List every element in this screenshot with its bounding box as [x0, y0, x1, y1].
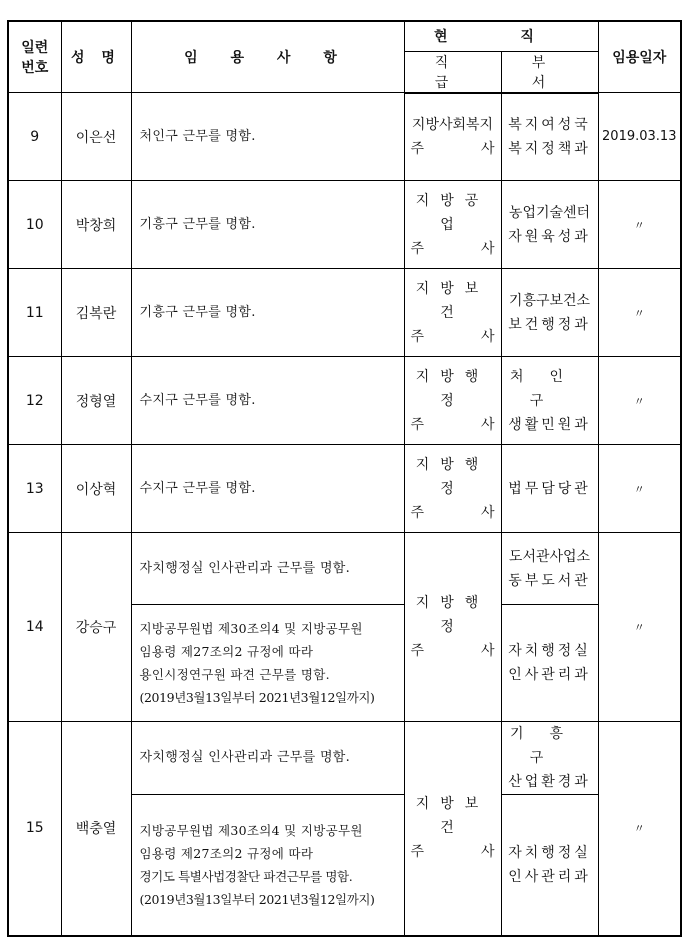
rank-line1: 지방행정	[415, 595, 490, 635]
rank-line1: 지방행정	[415, 456, 490, 497]
dept-line2: 인사관리과	[508, 667, 591, 683]
rank-char: 사	[480, 140, 495, 157]
dept-cell	[501, 795, 598, 936]
serial-header-line1: 일련	[21, 40, 49, 56]
rank-char: 주	[410, 416, 425, 433]
date-cell: 〃	[598, 722, 681, 936]
rank-char: 주	[410, 643, 425, 659]
content-line: 지방공무원법 제30조의4 및 지방공무원	[139, 621, 363, 636]
rank-char: 사	[480, 328, 495, 345]
rank-line2	[405, 639, 501, 663]
dept-line2: 산업환경과	[508, 774, 591, 790]
name-cell: 정형열	[61, 357, 131, 445]
content-line: 경기도 특별사법경찰단 파견근무를 명함.	[139, 868, 353, 884]
dept-line2: 복지정책과	[508, 140, 591, 157]
dept-cell	[501, 533, 598, 605]
rank-header: 직 급	[404, 51, 501, 93]
rank-char: 사	[480, 240, 495, 257]
dept-line1: 기흥구	[509, 726, 590, 766]
dept-header: 부 서	[501, 51, 598, 93]
rank-char: 주	[410, 328, 425, 345]
content-cell: 처인구 근무를 명함.	[131, 93, 404, 181]
rank-line2	[405, 501, 501, 525]
rank-cell	[404, 269, 501, 357]
dept-line1: 처인구	[509, 368, 590, 409]
rank-cell	[404, 445, 501, 533]
date-cell: 〃	[598, 533, 681, 722]
dept-cell	[501, 181, 598, 269]
name-cell: 백충열	[61, 722, 131, 936]
rank-line1: 지방공업	[415, 192, 490, 233]
rank-char: 주	[410, 844, 425, 861]
dept-cell	[501, 269, 598, 357]
name-cell: 이상혁	[61, 445, 131, 533]
content-cell: 자치행정실 인사관리과 근무를 명함.	[131, 722, 404, 795]
content-cell: 자치행정실 인사관리과 근무를 명함.	[131, 533, 404, 605]
date-cell: 〃	[598, 269, 681, 357]
rank-char: 주	[410, 240, 425, 257]
date-header: 임용일자	[598, 21, 681, 93]
date-cell: 2019.03.13	[598, 93, 681, 181]
name-cell: 이은선	[61, 93, 131, 181]
serial-cell: 12	[8, 357, 61, 445]
name-cell: 박창희	[61, 181, 131, 269]
rank-line2	[405, 325, 501, 349]
rank-char: 사	[480, 504, 495, 521]
serial-cell: 15	[8, 722, 61, 936]
dept-line2: 인사관리과	[508, 868, 591, 885]
dept-line1: 복지여성국	[508, 116, 591, 133]
rank-char: 주	[410, 504, 425, 521]
rank-line2	[405, 237, 501, 261]
serial-cell: 11	[8, 269, 61, 357]
content-line: (2019년3월13일부터 2021년3월12일까지)	[139, 690, 375, 705]
serial-cell: 14	[8, 533, 61, 722]
serial-cell: 10	[8, 181, 61, 269]
content-cell: 기흥구 근무를 명함.	[131, 269, 404, 357]
rank-line2	[405, 137, 501, 161]
header-row-1	[8, 21, 681, 51]
dept-cell	[501, 93, 598, 181]
dept-cell	[501, 722, 598, 795]
dept-line2: 보건행정과	[508, 316, 591, 333]
content-cell: 수지구 근무를 명함.	[131, 445, 404, 533]
content-line: 용인시정연구원 파견 근무를 명함.	[139, 667, 330, 682]
rank-line1: 지방보건	[415, 280, 490, 321]
serial-header-line2: 번호	[21, 60, 49, 76]
serial-cell: 9	[8, 93, 61, 181]
rank-char: 사	[480, 416, 495, 433]
rank-char: 사	[480, 844, 495, 861]
content-line: (2019년3월13일부터 2021년3월12일까지)	[139, 891, 375, 907]
table-row	[8, 357, 681, 445]
dept-cell	[501, 605, 598, 722]
name-header: 성 명	[61, 21, 131, 93]
table-row	[8, 181, 681, 269]
rank-cell	[404, 533, 501, 722]
dept-line1: 농업기술센터	[508, 204, 591, 221]
name-cell: 김복란	[61, 269, 131, 357]
dept-line1: 도서관사업소	[508, 548, 591, 565]
rank-line1: 지방보건	[415, 796, 490, 837]
date-cell: 〃	[598, 445, 681, 533]
serial-header	[8, 21, 61, 93]
content-cell	[131, 795, 404, 936]
rank-cell	[404, 357, 501, 445]
table-row	[8, 269, 681, 357]
rank-line1: 지방사회복지	[411, 116, 494, 133]
rank-cell	[404, 93, 501, 181]
content-line: 임용령 제27조의2 규정에 따라	[139, 644, 314, 659]
rank-line2	[405, 413, 501, 437]
rank-line2	[405, 840, 501, 864]
content-cell: 기흥구 근무를 명함.	[131, 181, 404, 269]
appointment-table	[7, 20, 682, 937]
dept-line2: 생활민원과	[508, 416, 591, 433]
content-cell	[131, 605, 404, 722]
dept-cell	[501, 445, 598, 533]
rank-char: 주	[410, 140, 425, 157]
table-row	[8, 93, 681, 181]
table-row	[8, 445, 681, 533]
rank-cell	[404, 722, 501, 936]
dept-line1: 자치행정실	[508, 643, 591, 659]
date-cell: 〃	[598, 357, 681, 445]
dept-line2: 자원육성과	[508, 228, 591, 245]
dept-line1: 기흥구보건소	[508, 292, 591, 309]
dept-line1: 자치행정실	[508, 844, 591, 861]
content-header: 임 용 사 항	[131, 21, 404, 93]
dept-cell	[501, 357, 598, 445]
rank-line1: 지방행정	[415, 368, 490, 409]
rank-char: 사	[480, 643, 495, 659]
table-row	[8, 533, 681, 605]
serial-cell: 13	[8, 445, 61, 533]
name-cell: 강승구	[61, 533, 131, 722]
dept-line2: 동부도서관	[508, 572, 591, 589]
content-line: 임용령 제27조의2 규정에 따라	[139, 845, 314, 861]
rank-cell	[404, 181, 501, 269]
table-row	[8, 722, 681, 795]
content-line: 지방공무원법 제30조의4 및 지방공무원	[139, 822, 363, 838]
current-header: 현 직	[404, 21, 598, 51]
content-cell: 수지구 근무를 명함.	[131, 357, 404, 445]
dept-line1: 법무담당관	[508, 480, 591, 497]
date-cell: 〃	[598, 181, 681, 269]
